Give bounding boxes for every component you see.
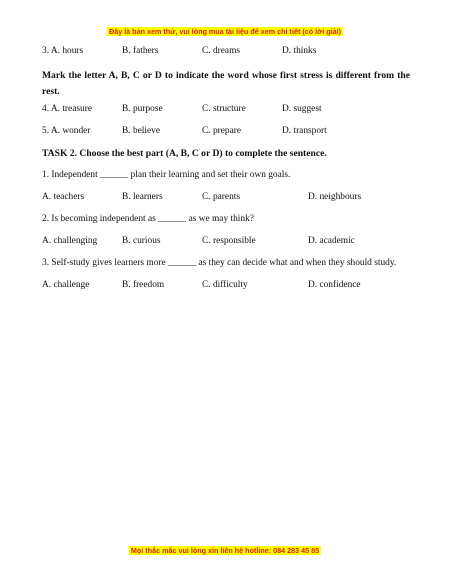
worksheet-content: [42, 46, 412, 302]
task2-question-1-options: [42, 192, 412, 203]
option-d: D. confidence: [308, 280, 361, 290]
option-a: 3. A. hours: [42, 46, 84, 56]
option-d: D. neighbours: [308, 192, 362, 202]
task2-question-3: 3. Self-study gives learners more ______ as they can decide what and when they should study.: [42, 258, 397, 268]
preview-notice-banner: Đây là bản xem thử, vui lòng mua tài liệu để xem chi tiết (có lời giải): [109, 27, 341, 36]
option-c: C. responsible: [202, 236, 256, 246]
option-c: C. structure: [202, 104, 246, 114]
option-b: B. fathers: [122, 46, 159, 56]
option-a: A. teachers: [42, 192, 85, 202]
option-b: B. learners: [122, 192, 163, 202]
task2-question-3-options: [42, 280, 412, 291]
question-5-options: [42, 126, 412, 137]
option-b: B. purpose: [122, 104, 163, 114]
option-c: C. parents: [202, 192, 241, 202]
option-b: B. believe: [122, 126, 161, 136]
option-b: B. curious: [122, 236, 161, 246]
task-2-title: TASK 2. Choose the best part (A, B, C or D) to complete the sentence.: [42, 148, 327, 159]
hotline-contact-banner: Mọi thắc mắc vui lòng xin liên hệ hotline: 084 283 45 85: [130, 546, 320, 555]
task2-question-1: 1. Independent ______ plan their learning and set their own goals.: [42, 170, 291, 180]
option-d: D. transport: [282, 126, 327, 136]
option-a: 4. A. treasure: [42, 104, 92, 114]
task2-question-2: 2. Is becoming independent as ______ as we may think?: [42, 214, 254, 224]
question-4-options: [42, 104, 412, 115]
option-c: C. dreams: [202, 46, 241, 56]
option-a: A. challenge: [42, 280, 90, 290]
option-d: D. thinks: [282, 46, 317, 56]
option-c: C. prepare: [202, 126, 242, 136]
option-a: A. challenging: [42, 236, 98, 246]
option-b: B. freedom: [122, 280, 165, 290]
question-3-options: [42, 46, 412, 57]
option-a: 5. A. wonder: [42, 126, 91, 136]
stress-instruction: Mark the letter A, B, C or D to indicate the word whose first stress is different from the rest.: [42, 70, 410, 97]
option-c: C. difficulty: [202, 280, 248, 290]
option-d: D. suggest: [282, 104, 322, 114]
option-d: D. academic: [308, 236, 355, 246]
task2-question-2-options: [42, 236, 412, 247]
